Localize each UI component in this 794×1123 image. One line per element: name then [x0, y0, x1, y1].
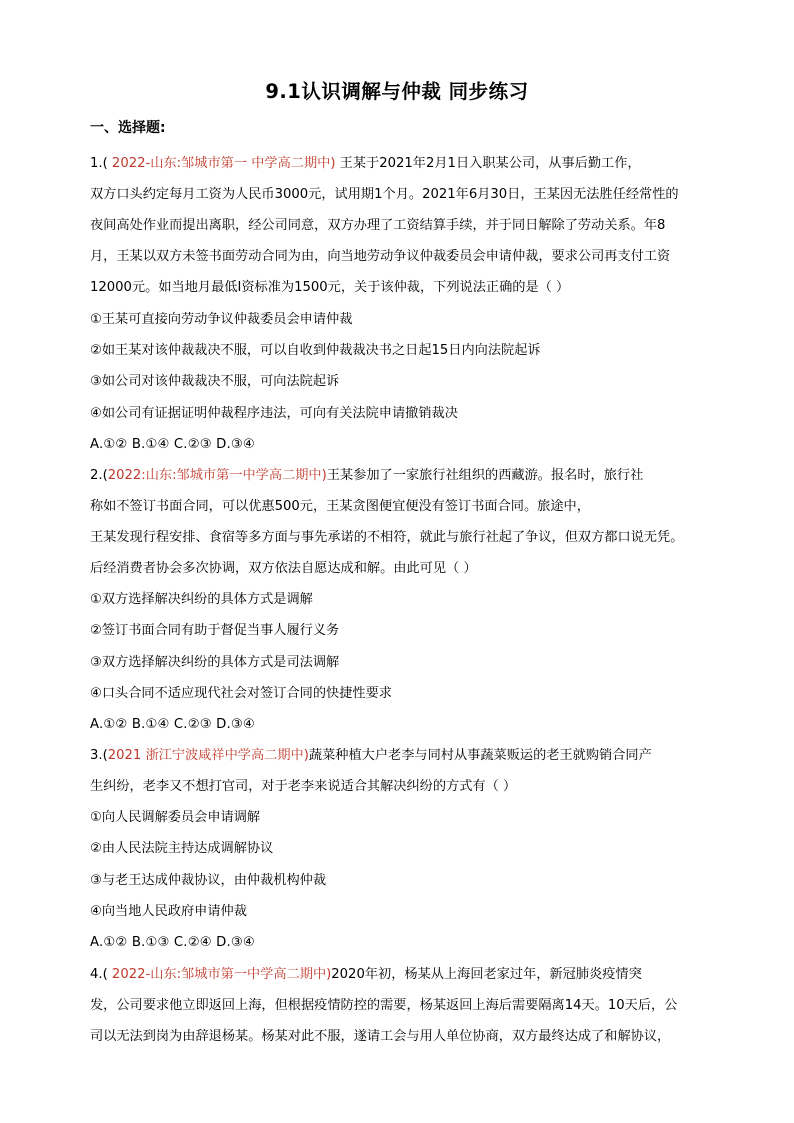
question-3-answers: A.①② B.①③ C.②④ D.③④ — [90, 935, 255, 950]
question-1-line-1 — [90, 155, 641, 173]
question-2-answers: A.①② B.①④ C.②③ D.③④ — [90, 717, 255, 732]
question-2-option-1: ①双方选择解决纠纷的具体方式是调解 — [90, 592, 313, 607]
question-2-line-1 — [90, 467, 643, 485]
question-1-option-2: ②如王某对该仲裁裁决不服，可以自收到仲裁裁决书之日起15日内向法院起诉 — [90, 343, 541, 358]
question-4-source: 2022-山东:邹城市第一中学高二期中) — [107, 967, 332, 982]
question-3-number: 3.( — [90, 748, 108, 763]
question-4-line-1 — [90, 966, 642, 984]
question-1-option-4: ④如公司有证据证明仲裁程序违法，可向有关法院申请撤销裁决 — [90, 406, 458, 421]
question-1-text-start: 王某于2021年2月1日入职某公司，从事后勤工作， — [335, 156, 641, 171]
question-4-number: 4.( — [90, 967, 108, 982]
question-1-line-3: 夜间高处作业而提出离职，经公司同意，双方办理了工资结算手续，并于同日解除了劳动关系。年8 — [90, 218, 666, 233]
question-1-line-5: 12000元。如当地月最低I资标准为1500元，关于该仲裁，下列说法正确的是（ ） — [90, 280, 570, 295]
question-4-text-start: 2020年初，杨某从上海回老家过年，新冠肺炎疫情突 — [331, 967, 642, 982]
question-3-text-start: 蔬菜种植大户老李与同村从事蔬菜贩运的老王就购销合同产 — [308, 748, 652, 763]
question-1-answers: A.①② B.①④ C.②③ D.③④ — [90, 437, 255, 452]
question-1-option-1: ①王某可直接向劳动争议仲裁委员会申请仲裁 — [90, 312, 353, 327]
question-1-option-3: ③如公司对该仲裁裁决不服，可向法院起诉 — [90, 374, 340, 389]
question-3-option-3: ③与老王达成仲裁协议，由仲裁机构仲裁 — [90, 873, 327, 888]
question-2-source: 2022:山东:邹城市第一中学高二期中) — [107, 468, 327, 483]
question-3-option-2: ②由人民法院主持达成调解协议 — [90, 841, 274, 856]
question-3-line-1 — [90, 747, 652, 765]
question-2-line-3: 王某发现行程安排、食宿等多方面与事先承诺的不相符，就此与旅行社起了争议，但双方都口说无凭。 — [90, 530, 684, 545]
question-2-option-3: ③双方选择解决纠纷的具体方式是司法调解 — [90, 655, 340, 670]
question-1-number: 1.( — [90, 156, 108, 171]
question-2-text-start: 王某参加了一家旅行社组织的西藏游。报名时，旅行社 — [326, 468, 644, 483]
question-2-line-2: 称如不签订书面合同，可以优惠500元，王某贪图便宜便没有签订书面合同。旅途中， — [90, 499, 590, 514]
question-2-option-4: ④口头合同不适应现代社会对签订合同的快捷性要求 — [90, 686, 392, 701]
question-1-line-2: 双方口头约定每月工资为人民币3000元，试用期1个月。2021年6月30日，王某因无法胜任经常性的 — [90, 187, 679, 202]
question-3-source: 2021 浙江宁波咸祥中学高二期中) — [107, 748, 309, 763]
question-2-option-2: ②签订书面合同有助于督促当事人履行义务 — [90, 623, 340, 638]
page-title: 9.1认识调解与仲裁 同步练习 — [265, 80, 529, 103]
question-2-number: 2.( — [90, 468, 108, 483]
question-4-line-3: 司以无法到岗为由辞退杨某。杨某对此不服，遂请工会与用人单位协商，双方最终达成了和解协议， — [90, 1029, 671, 1044]
question-2-line-4: 后经消费者协会多次协调，双方依法自愿达成和解。由此可见（ ） — [90, 561, 477, 576]
question-4-line-2: 发，公司要求他立即返回上海，但根据疫情防控的需要，杨某返回上海后需要隔离14天。10天后，公 — [90, 998, 678, 1013]
question-1-line-4: 月，王某以双方未签书面劳动合同为由，向当地劳动争议仲裁委员会申请仲裁，要求公司再支付工资 — [90, 249, 671, 264]
question-3-line-2: 生纠纷，老李又不想打官司，对于老李来说适合其解决纠纷的方式有（ ） — [90, 779, 517, 794]
section-heading: 一、选择题: — [90, 120, 166, 136]
question-3-option-1: ①向人民调解委员会申请调解 — [90, 810, 261, 825]
question-1-source: 2022-山东:邹城市第一 中学高二期中) — [107, 156, 336, 171]
question-3-option-4: ④向当地人民政府申请仲裁 — [90, 904, 247, 919]
